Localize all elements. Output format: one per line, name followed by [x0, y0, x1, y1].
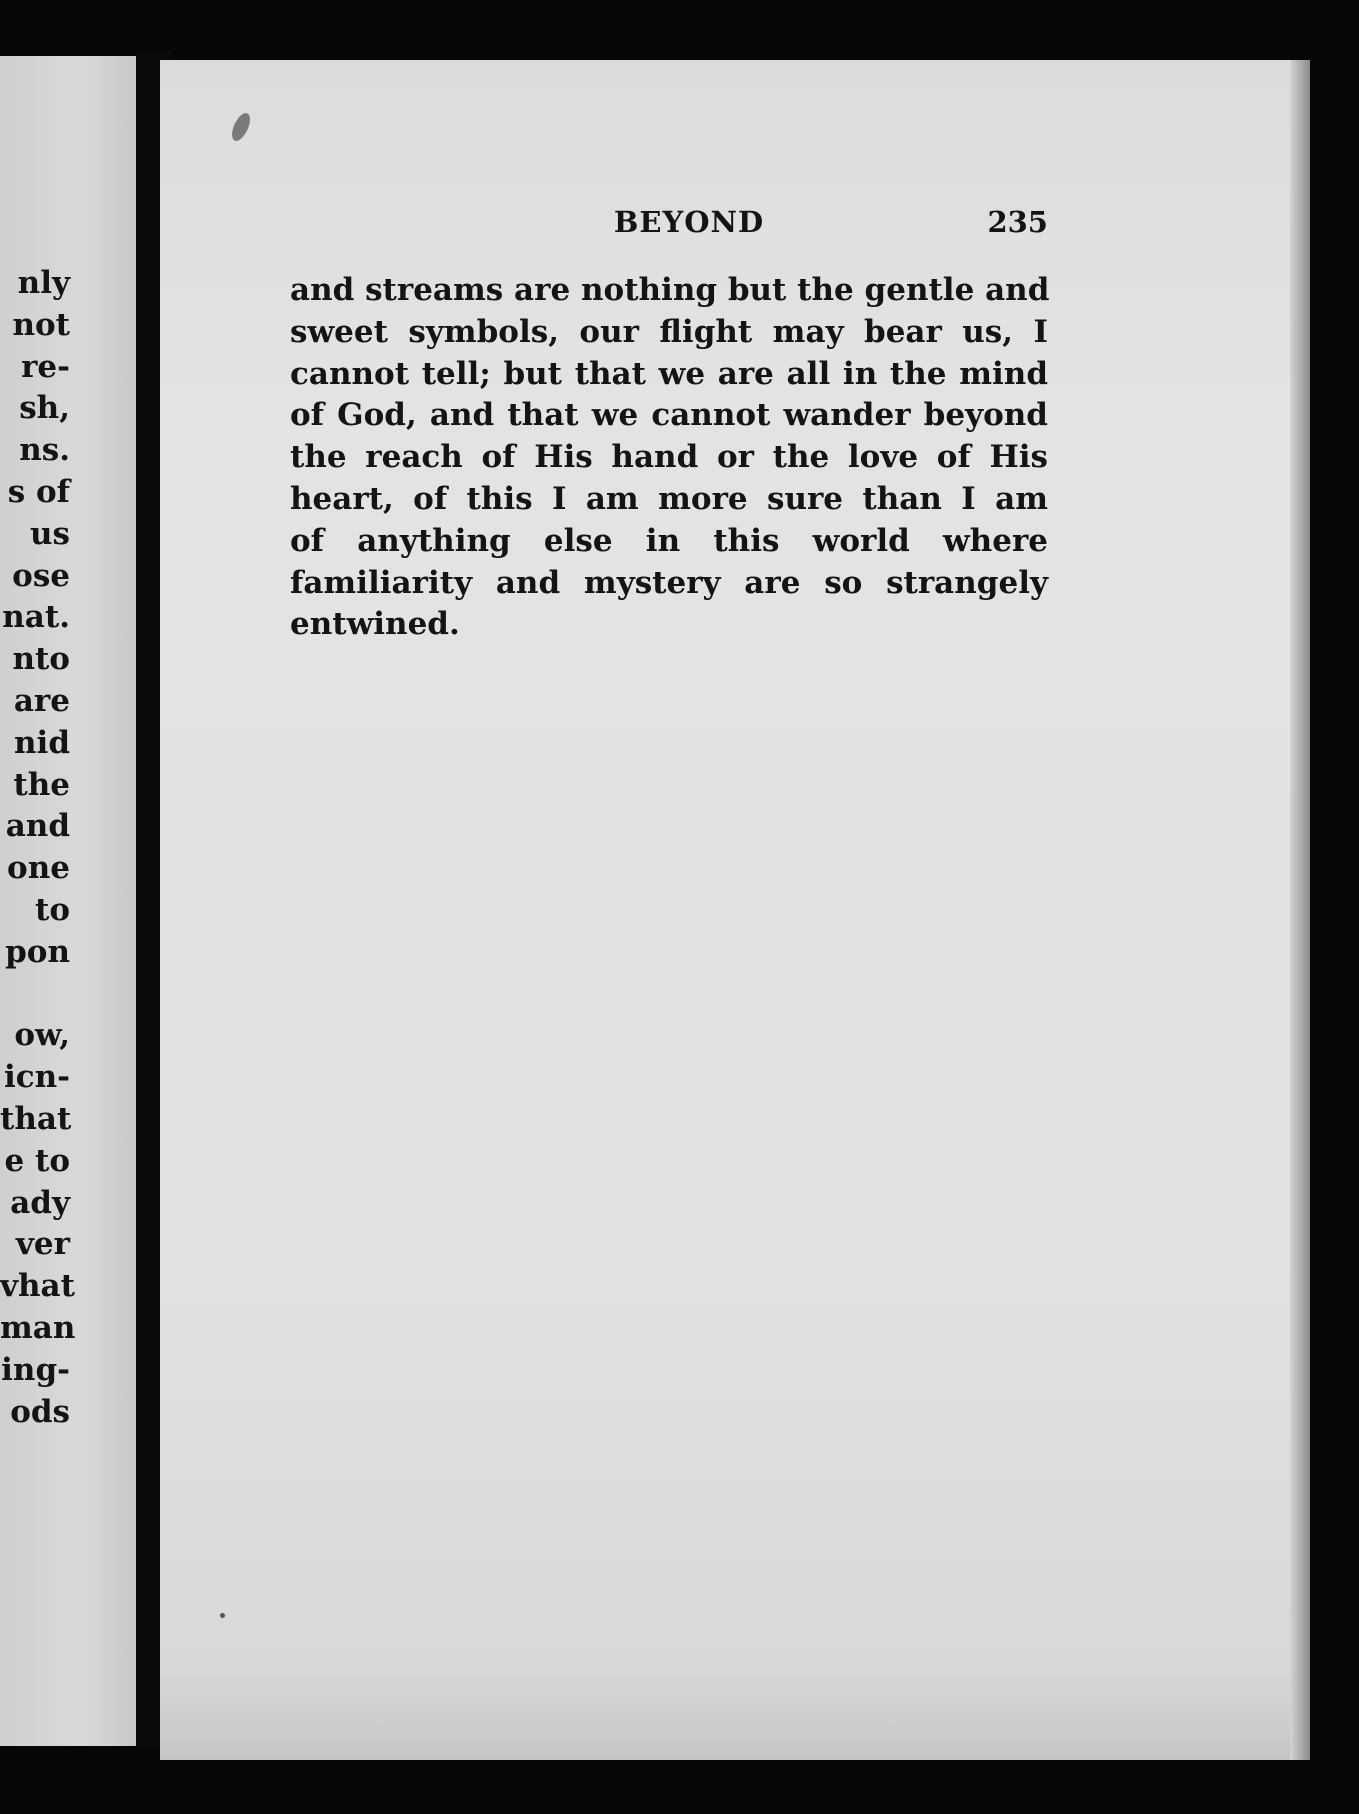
- text-line: e to: [4, 1142, 70, 1179]
- dust-speck: [220, 1613, 225, 1618]
- text-line: are: [13, 682, 70, 719]
- text-line: sweet symbols, our flight may bear us, I: [290, 313, 1048, 350]
- text-line: ow,: [14, 1017, 70, 1054]
- text-line: heart, of this I am more sure than I am: [290, 480, 1048, 517]
- text-line: ose: [12, 557, 70, 594]
- text-line: us: [30, 515, 70, 552]
- text-line: of God, and that we cannot wander beyond: [290, 397, 1048, 434]
- text-line: nid: [14, 724, 70, 761]
- previous-page-text: [0, 263, 76, 1433]
- ink-blot: [228, 110, 253, 143]
- text-line: [0, 974, 70, 1016]
- text-line: nto: [12, 641, 70, 678]
- text-line: entwined.: [290, 606, 460, 643]
- running-title: BEYOND: [613, 205, 765, 239]
- page-number: 235: [987, 205, 1048, 239]
- text-line: one: [7, 850, 70, 887]
- text-line: nat.: [2, 599, 70, 636]
- text-line: and: [5, 808, 70, 845]
- text-line: ver: [15, 1226, 70, 1263]
- text-line: the reach of His hand or the love of His: [290, 439, 1048, 476]
- text-line: sh,: [19, 390, 70, 427]
- text-line: the: [13, 766, 70, 803]
- text-line: ns.: [19, 432, 70, 469]
- page-body-text: [290, 270, 1048, 646]
- running-head: [290, 205, 1048, 249]
- text-line: cannot tell; but that we are all in the mind: [290, 355, 1048, 392]
- page-edge-shadow: [1290, 60, 1310, 1760]
- text-line: nly: [17, 265, 70, 301]
- text-line: man: [0, 1309, 76, 1346]
- text-line: vhat: [0, 1268, 75, 1305]
- text-line: familiarity and mystery are so strangely: [290, 564, 1048, 601]
- text-line: that: [0, 1100, 72, 1137]
- text-line: ods: [10, 1393, 70, 1430]
- text-line: pon: [5, 933, 70, 970]
- text-line: of anything else in this world where: [290, 522, 1048, 559]
- text-line: and streams are nothing but the gentle and: [290, 272, 1050, 308]
- text-line: to: [35, 891, 70, 928]
- text-line: not: [12, 306, 70, 343]
- previous-page-fragment: [0, 56, 136, 1746]
- text-line: re-: [21, 348, 70, 385]
- text-line: icn-: [3, 1059, 70, 1096]
- text-line: ady: [10, 1184, 70, 1221]
- text-line: ing-: [1, 1351, 70, 1388]
- text-line: s of: [7, 473, 70, 510]
